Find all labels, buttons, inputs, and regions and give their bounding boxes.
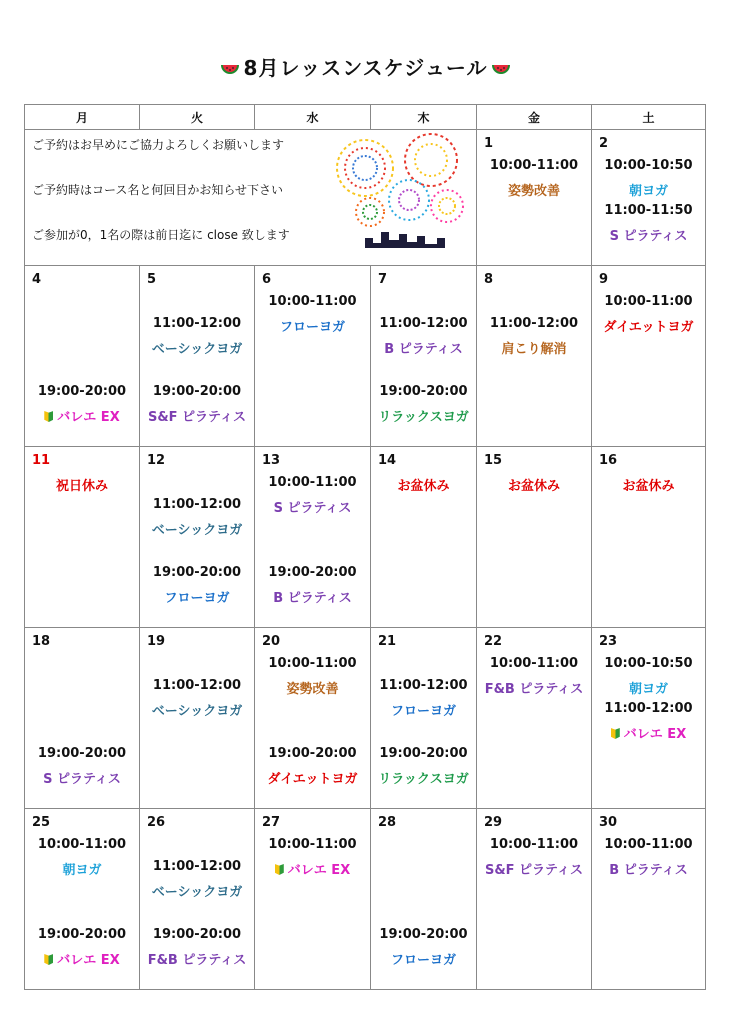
day-number: 12 bbox=[147, 453, 166, 468]
day-number: 23 bbox=[599, 634, 618, 649]
lesson-time: 10:00-11:00 bbox=[37, 837, 127, 852]
day-number: 25 bbox=[32, 815, 51, 830]
day-cell bbox=[371, 628, 477, 809]
weekday-sat: 土 bbox=[592, 105, 706, 130]
day-cell bbox=[25, 266, 140, 447]
weekday-header-row bbox=[25, 105, 706, 130]
lesson-name: ベーシックヨガ bbox=[151, 523, 243, 538]
day-number: 19 bbox=[147, 634, 166, 649]
lesson-name: バレエ EX bbox=[25, 406, 139, 425]
weekday-wed: 水 bbox=[255, 105, 371, 130]
lesson-time: 19:00-20:00 bbox=[37, 746, 127, 761]
lesson-name: ベーシックヨガ bbox=[151, 342, 243, 357]
lesson-time: 10:00-11:00 bbox=[268, 294, 357, 309]
lesson-name: ダイエットヨガ bbox=[267, 772, 358, 787]
day-cell bbox=[592, 130, 706, 266]
lesson-time: 11:00-12:00 bbox=[152, 497, 242, 512]
lesson-name: 姿勢改善 bbox=[507, 184, 560, 199]
beginner-mark-icon bbox=[275, 864, 284, 875]
lesson-name: 朝ヨガ bbox=[628, 682, 668, 697]
day-cell bbox=[592, 809, 706, 990]
lesson-name: バレエ EX bbox=[25, 949, 139, 968]
lesson-time: 19:00-20:00 bbox=[37, 384, 127, 399]
lesson-time: 11:00-12:00 bbox=[489, 316, 579, 331]
notice-line: ご参加が0，1名の際は前日迄に close 致します bbox=[32, 228, 290, 242]
day-number: 9 bbox=[599, 272, 609, 287]
day-number: 6 bbox=[262, 272, 272, 287]
lesson-name: B ピラティス bbox=[273, 591, 352, 606]
beginner-mark-icon bbox=[44, 954, 53, 965]
lesson-name: B ピラティス bbox=[384, 342, 463, 357]
lesson-name: S ピラティス bbox=[609, 229, 688, 244]
lesson-time: 19:00-20:00 bbox=[379, 927, 468, 942]
lesson-name: フローヨガ bbox=[164, 591, 230, 606]
lesson-time: 11:00-11:50 bbox=[604, 203, 693, 218]
day-number: 29 bbox=[484, 815, 503, 830]
day-number: 20 bbox=[262, 634, 281, 649]
day-number: 14 bbox=[378, 453, 397, 468]
lesson-name: S ピラティス bbox=[43, 772, 121, 787]
notice-line: ご予約はお早めにご協力よろしくお願いします bbox=[32, 138, 285, 152]
day-number: 27 bbox=[262, 815, 281, 830]
holiday-label: お盆休み bbox=[622, 479, 675, 494]
lesson-name: F&B ピラティス bbox=[484, 682, 584, 697]
day-number: 1 bbox=[484, 136, 494, 151]
holiday-label: 祝日休み bbox=[55, 479, 108, 494]
day-cell bbox=[140, 809, 255, 990]
day-cell bbox=[477, 266, 592, 447]
day-number: 28 bbox=[378, 815, 397, 830]
day-cell bbox=[592, 266, 706, 447]
lesson-time: 10:00-10:50 bbox=[604, 656, 693, 671]
lesson-time: 11:00-12:00 bbox=[379, 316, 468, 331]
title-text: 8月レッスンスケジュール bbox=[243, 56, 488, 80]
lesson-time: 10:00-11:00 bbox=[604, 837, 693, 852]
lesson-name: 朝ヨガ bbox=[62, 863, 102, 878]
lesson-time: 10:00-11:00 bbox=[268, 475, 357, 490]
lesson-time: 19:00-20:00 bbox=[379, 746, 468, 761]
lesson-time: 19:00-20:00 bbox=[152, 927, 242, 942]
day-cell bbox=[25, 809, 140, 990]
day-cell bbox=[371, 266, 477, 447]
day-number: 15 bbox=[484, 453, 503, 468]
day-cell bbox=[592, 628, 706, 809]
weekday-fri: 金 bbox=[477, 105, 592, 130]
notice-cell bbox=[25, 130, 477, 266]
lesson-time: 10:00-11:00 bbox=[489, 656, 579, 671]
day-number: 4 bbox=[32, 272, 42, 287]
lesson-time: 19:00-20:00 bbox=[152, 565, 242, 580]
holiday-label: お盆休み bbox=[507, 479, 560, 494]
day-cell bbox=[255, 809, 371, 990]
day-cell bbox=[25, 628, 140, 809]
day-cell bbox=[140, 447, 255, 628]
lesson-time: 10:00-11:00 bbox=[268, 656, 357, 671]
day-cell bbox=[371, 809, 477, 990]
lesson-name: S&F ピラティス bbox=[484, 863, 584, 878]
lesson-name: 朝ヨガ bbox=[628, 184, 668, 199]
holiday-label: お盆休み bbox=[397, 479, 450, 494]
watermelon-icon bbox=[491, 60, 511, 84]
day-cell bbox=[255, 447, 371, 628]
weekday-thu: 木 bbox=[371, 105, 477, 130]
day-cell bbox=[477, 447, 592, 628]
lesson-name: リラックスヨガ bbox=[378, 410, 469, 425]
day-cell bbox=[25, 447, 140, 628]
week-row bbox=[25, 809, 706, 990]
lesson-time: 11:00-12:00 bbox=[604, 701, 693, 716]
day-cell bbox=[477, 809, 592, 990]
lesson-name: リラックスヨガ bbox=[378, 772, 469, 787]
lesson-time: 10:00-11:00 bbox=[268, 837, 357, 852]
lesson-time: 10:00-11:00 bbox=[604, 294, 693, 309]
weekday-mon: 月 bbox=[25, 105, 140, 130]
lesson-name: ベーシックヨガ bbox=[151, 885, 243, 900]
day-cell bbox=[371, 447, 477, 628]
lesson-time: 10:00-11:00 bbox=[489, 837, 579, 852]
lesson-time: 19:00-20:00 bbox=[379, 384, 468, 399]
day-number: 7 bbox=[378, 272, 388, 287]
day-number: 13 bbox=[262, 453, 281, 468]
week-row bbox=[25, 628, 706, 809]
lesson-name: B ピラティス bbox=[609, 863, 688, 878]
notice-line: ご予約時はコース名と何回目かお知らせ下さい bbox=[32, 183, 284, 197]
schedule-calendar bbox=[24, 104, 706, 990]
lesson-time: 11:00-12:00 bbox=[152, 859, 242, 874]
day-number: 2 bbox=[599, 136, 609, 151]
day-number: 22 bbox=[484, 634, 503, 649]
day-cell bbox=[592, 447, 706, 628]
lesson-time: 10:00-11:00 bbox=[489, 158, 579, 173]
lesson-time: 19:00-20:00 bbox=[152, 384, 242, 399]
lesson-time: 10:00-10:50 bbox=[604, 158, 693, 173]
lesson-name: 肩こり解消 bbox=[501, 342, 567, 357]
day-number: 26 bbox=[147, 815, 166, 830]
day-cell bbox=[477, 130, 592, 266]
lesson-name: フローヨガ bbox=[279, 320, 345, 335]
day-number: 11 bbox=[32, 453, 51, 468]
day-number: 21 bbox=[378, 634, 397, 649]
day-number: 18 bbox=[32, 634, 51, 649]
lesson-time: 19:00-20:00 bbox=[37, 927, 127, 942]
lesson-name: F&B ピラティス bbox=[147, 953, 247, 968]
lesson-name: S&F ピラティス bbox=[147, 410, 247, 425]
beginner-mark-icon bbox=[611, 728, 620, 739]
beginner-mark-icon bbox=[44, 411, 53, 422]
week-row bbox=[25, 447, 706, 628]
fireworks-illustration bbox=[325, 130, 475, 262]
lesson-name: フローヨガ bbox=[390, 953, 456, 968]
day-number: 5 bbox=[147, 272, 157, 287]
lesson-name: S ピラティス bbox=[273, 501, 352, 516]
lesson-name: フローヨガ bbox=[390, 704, 456, 719]
day-cell bbox=[140, 628, 255, 809]
lesson-time: 19:00-20:00 bbox=[268, 565, 357, 580]
lesson-name: バレエ EX bbox=[592, 723, 705, 742]
day-number: 30 bbox=[599, 815, 618, 830]
page-title bbox=[0, 52, 731, 84]
day-cell bbox=[255, 628, 371, 809]
day-number: 16 bbox=[599, 453, 618, 468]
day-cell bbox=[477, 628, 592, 809]
lesson-time: 11:00-12:00 bbox=[379, 678, 468, 693]
lesson-time: 19:00-20:00 bbox=[268, 746, 357, 761]
weekday-tue: 火 bbox=[140, 105, 255, 130]
lesson-name: ベーシックヨガ bbox=[151, 704, 243, 719]
day-cell bbox=[255, 266, 371, 447]
lesson-name: 姿勢改善 bbox=[286, 682, 339, 697]
week-row bbox=[25, 266, 706, 447]
day-cell bbox=[140, 266, 255, 447]
lesson-name: バレエ EX bbox=[255, 859, 370, 878]
lesson-time: 11:00-12:00 bbox=[152, 316, 242, 331]
lesson-name: ダイエットヨガ bbox=[603, 320, 694, 335]
week-row bbox=[25, 130, 706, 266]
day-number: 8 bbox=[484, 272, 494, 287]
watermelon-icon bbox=[220, 60, 240, 84]
lesson-time: 11:00-12:00 bbox=[152, 678, 242, 693]
